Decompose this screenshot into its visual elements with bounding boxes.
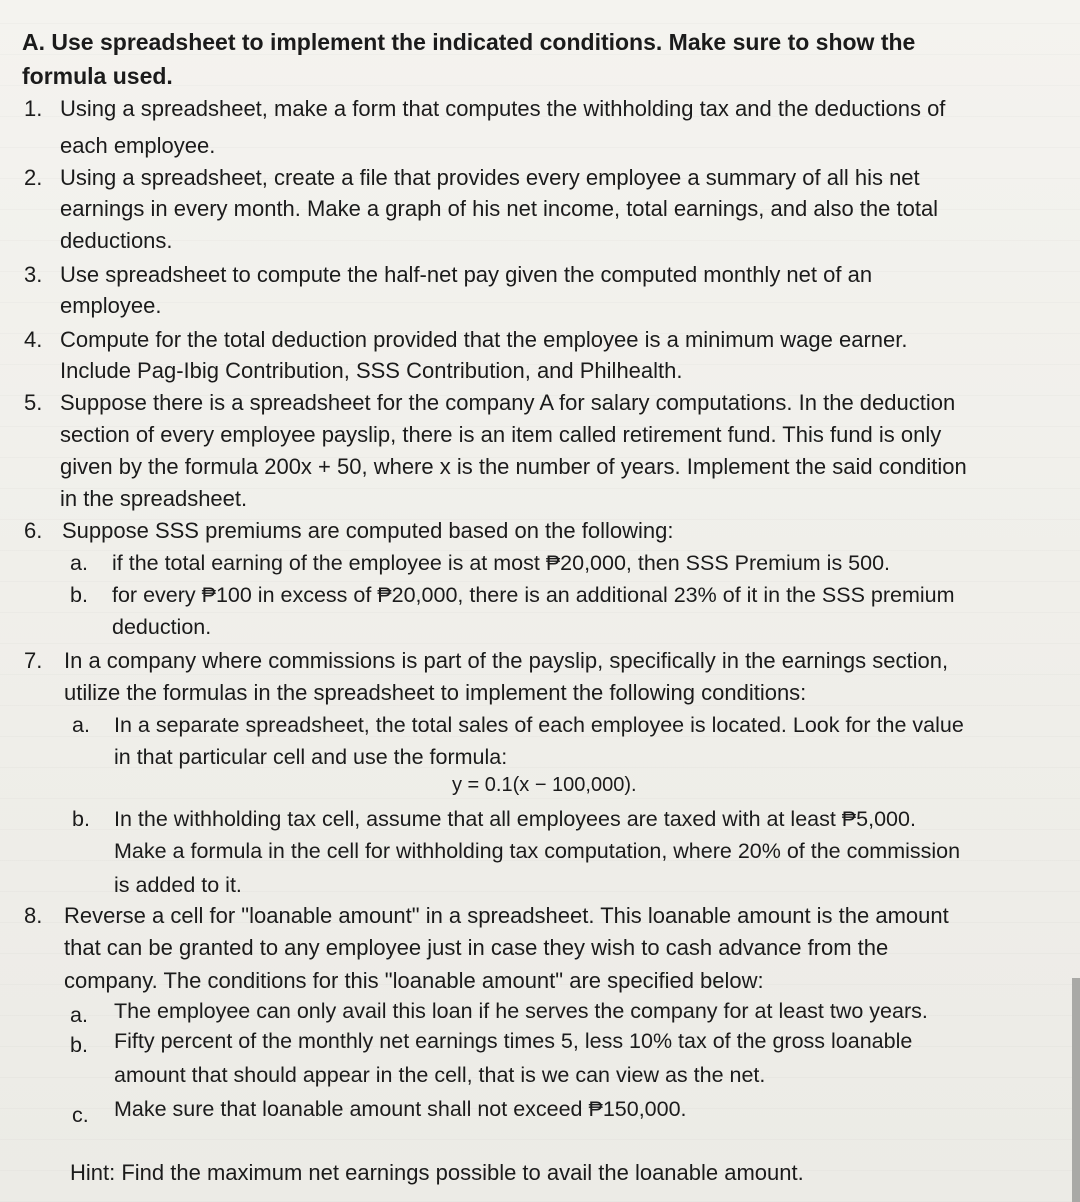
sub-item-text-line: In a separate spreadsheet, the total sales of each employee is located. Look for the value	[114, 713, 964, 737]
item-text-line: given by the formula 200x + 50, where x is the number of years. Implement the said condition	[60, 454, 967, 479]
item-number: 3.	[24, 262, 43, 287]
sub-item-text-line: In the withholding tax cell, assume that all employees are taxed with at least ₱5,000.	[114, 807, 916, 831]
sub-item-letter: c.	[72, 1103, 89, 1127]
sub-item-letter: b.	[70, 1033, 88, 1057]
sub-item-letter: a.	[70, 1003, 88, 1027]
scrollbar[interactable]	[1072, 978, 1080, 1202]
item-number: 4.	[24, 327, 43, 352]
item-text-line: Using a spreadsheet, create a file that provides every employee a summary of all his net	[60, 165, 920, 190]
item-text-line: Suppose SSS premiums are computed based on the following:	[62, 518, 674, 543]
item-number: 6.	[24, 518, 43, 543]
item-text-line: each employee.	[60, 133, 216, 158]
sub-item-letter: b.	[70, 583, 88, 607]
sub-item-text-line: deduction.	[112, 615, 212, 639]
item-text-line: deductions.	[60, 228, 173, 253]
item-text-line: section of every employee payslip, there is an item called retirement fund. This fund is only	[60, 422, 942, 447]
item-text-line: company. The conditions for this "loanable amount" are specified below:	[64, 968, 764, 993]
item-text-line: Using a spreadsheet, make a form that computes the withholding tax and the deductions of	[60, 96, 946, 121]
item-number: 7.	[24, 648, 43, 673]
item-number: 2.	[24, 165, 43, 190]
sub-item-text-line: Make a formula in the cell for withholding tax computation, where 20% of the commission	[114, 839, 961, 863]
sub-item-letter: b.	[72, 807, 90, 831]
sub-item-letter: a.	[72, 713, 90, 737]
item-text-line: In a company where commissions is part of the payslip, specifically in the earnings section,	[64, 648, 949, 673]
sub-item-text-line: The employee can only avail this loan if he serves the company for at least two years.	[114, 999, 928, 1023]
formula: y = 0.1(x − 100,000).	[452, 774, 637, 796]
sub-item-letter: a.	[70, 551, 88, 575]
sub-item-text-line: is added to it.	[114, 873, 242, 897]
sub-item-text-line: amount that should appear in the cell, that is we can view as the net.	[114, 1063, 766, 1087]
sub-item-text-line: if the total earning of the employee is at most ₱20,000, then SSS Premium is 500.	[112, 551, 891, 575]
item-text-line: in the spreadsheet.	[60, 486, 248, 511]
hint-text: Hint: Find the maximum net earnings possible to avail the loanable amount.	[70, 1160, 804, 1185]
item-text-line: Include Pag-Ibig Contribution, SSS Contribution, and Philhealth.	[60, 358, 683, 383]
sub-item-text-line: Fifty percent of the monthly net earnings times 5, less 10% tax of the gross loanable	[114, 1029, 913, 1053]
sub-item-text-line: Make sure that loanable amount shall not exceed ₱150,000.	[114, 1097, 687, 1121]
item-text-line: that can be granted to any employee just in case they wish to cash advance from the	[64, 935, 889, 960]
item-text-line: Reverse a cell for "loanable amount" in a spreadsheet. This loanable amount is the amount	[64, 903, 949, 928]
section-header-line: formula used.	[22, 63, 173, 89]
item-number: 8.	[24, 903, 43, 928]
item-text-line: Compute for the total deduction provided that the employee is a minimum wage earner.	[60, 327, 908, 352]
item-text-line: earnings in every month. Make a graph of his net income, total earnings, and also the total	[60, 196, 939, 221]
item-text-line: utilize the formulas in the spreadsheet to implement the following conditions:	[64, 680, 807, 705]
sub-item-text-line: for every ₱100 in excess of ₱20,000, there is an additional 23% of it in the SSS premium	[112, 583, 955, 607]
sub-item-text-line: in that particular cell and use the formula:	[114, 745, 508, 769]
section-header-line: A. Use spreadsheet to implement the indicated conditions. Make sure to show the	[22, 29, 916, 55]
item-text-line: employee.	[60, 293, 162, 318]
item-number: 1.	[24, 96, 43, 121]
item-text-line: Use spreadsheet to compute the half-net pay given the computed monthly net of an	[60, 262, 873, 287]
item-text-line: Suppose there is a spreadsheet for the company A for salary computations. In the deduction	[60, 390, 956, 415]
item-number: 5.	[24, 390, 43, 415]
